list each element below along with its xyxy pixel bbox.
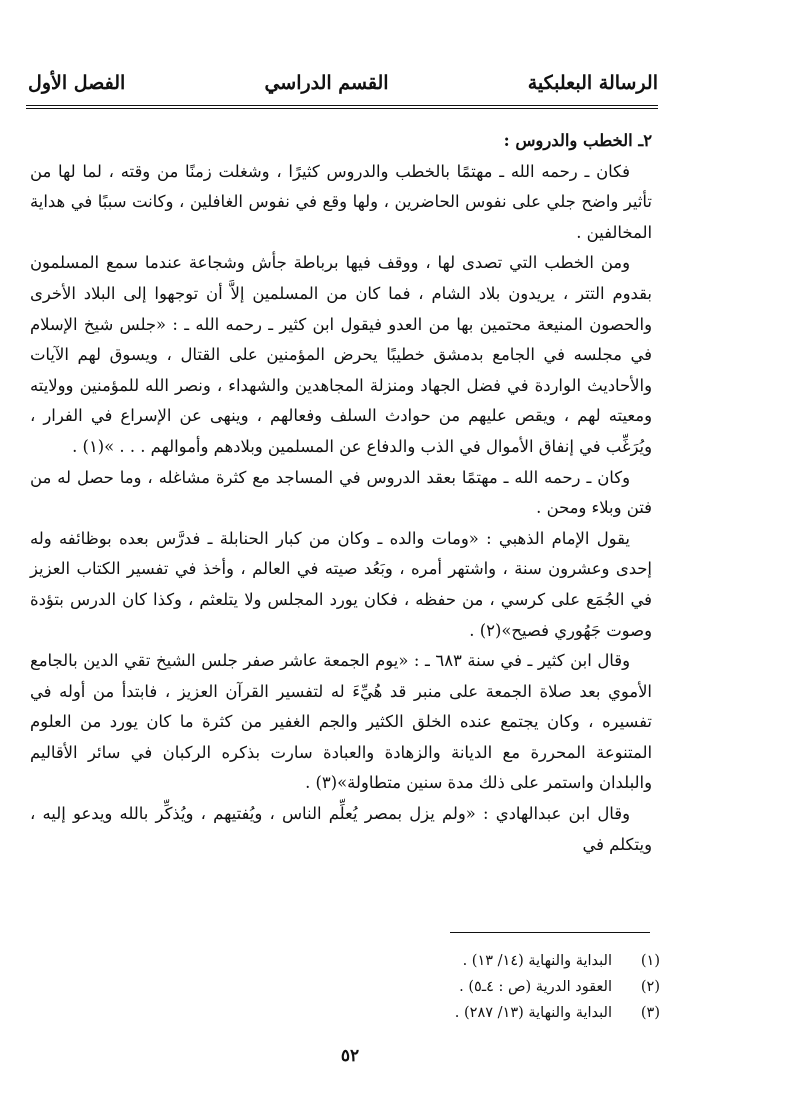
footnotes [320, 948, 660, 1026]
footnote-number: (٢) [640, 979, 660, 995]
footnote-item [320, 974, 660, 1000]
header-divider [26, 105, 658, 109]
paragraph-2: ومن الخطب التي تصدى لها ، ووقف فيها برباطة جأش وشجاعة عندما سمع المسلمون بقدوم التتر ، يريدون بلاد الشام ، فما كان من المسلمين إلاَّ أن توجهوا إلى البلاد الأخرى والحصون المنيعة محتمين بها من العدو فيقول ابن كثير ـ رحمه الله ـ : «جلس شيخ الإسلام في مجلسه في الجامع بدمشق خطيبًا يحرض المؤمنين على القتال ، ويسوق لهم الآيات والأحاديث الواردة في فضل الجهاد ومنزلة المجاهدين والشهداء ، ونصر الله للمؤمنين وولايته ومعيته لهم ، ويقص عليهم من حوادث السلف وفعالهم ، وينهى عن الإسراع في الفرار ، ويُرَغِّب في إنفاق الأموال في الذب والدفاع عن المسلمين وبلادهم وأموالهم . . . »(١) . [30, 253, 652, 456]
header-section-title: القسم الدراسي [264, 72, 389, 94]
paragraph-6: وقال ابن عبدالهادي : «ولم يزل بمصر يُعلِّم الناس ، ويُفتيهم ، ويُذكِّر بالله ويدعو إليه ، ويتكلم في [30, 804, 652, 854]
footnote-number: (١) [640, 953, 660, 969]
footnote-text: البداية والنهاية (١٣/ ٢٨٧) . [454, 1005, 612, 1021]
footnote-number: (٣) [640, 1005, 660, 1021]
section-heading: ٢ـ الخطب والدروس : [503, 131, 652, 150]
footnote-item [320, 1000, 660, 1026]
header-chapter-title: الفصل الأول [28, 72, 126, 94]
footnote-text: البداية والنهاية (١٤/ ١٣) . [462, 953, 612, 969]
paragraph-3: وكان ـ رحمه الله ـ مهتمًا بعقد الدروس في المساجد مع كثرة مشاغله ، وما حصل له من فتن وبلاء ومحن . [30, 467, 652, 518]
header-book-title: الرسالة البعلبكية [527, 72, 658, 94]
page-number: ٥٢ [340, 1046, 360, 1066]
paragraph-5: وقال ابن كثير ـ في سنة ٦٨٣ ـ : «يوم الجمعة عاشر صفر جلس الشيخ تقي الدين بالجامع الأموي بعد صلاة الجمعة على منبر قد هُيِّءَ له لتفسير القرآن العزيز ، فابتدأ من أوله في تفسيره ، وكان يجتمع عنده الخلق الكثير والجم الغفير من كثرة ما كان يورد من العلوم المتنوعة المحررة مع الديانة والزهادة والعبادة سارت بذكره الركبان في سائر الأقاليم والبلدان واستمر على ذلك مدة سنين متطاولة»(٣) . [30, 651, 652, 793]
main-text [30, 126, 652, 860]
footnote-text: العقود الدرية (ص : ٤ـ٥) . [459, 979, 612, 995]
paragraph-4: يقول الإمام الذهبي : «ومات والده ـ وكان من كبار الحنابلة ـ فدرَّس بعده بوظائفه وله إحدى وعشرون سنة ، واشتهر أمره ، وبَعُد صيته في العالم ، وأخذ في تفسير الكتاب العزيز في الجُمَع على كرسي ، من حفظه ، فكان يورد المجلس ولا يتلعثم ، وكذا كان الدرس بتؤدة وصوت جَهُوري فصيح»(٢) . [30, 528, 652, 640]
paragraph-1: فكان ـ رحمه الله ـ مهتمًا بالخطب والدروس كثيرًا ، وشغلت زمنًا من وقته ، لما لها من تأثير واضح جلي على نفوس الحاضرين ، ولها وقع في نفوس الغافلين ، وكانت سببًا في هداية المخالفين . [30, 161, 652, 242]
running-header [28, 66, 658, 100]
footnote-divider [450, 932, 650, 933]
footnote-item [320, 948, 660, 974]
